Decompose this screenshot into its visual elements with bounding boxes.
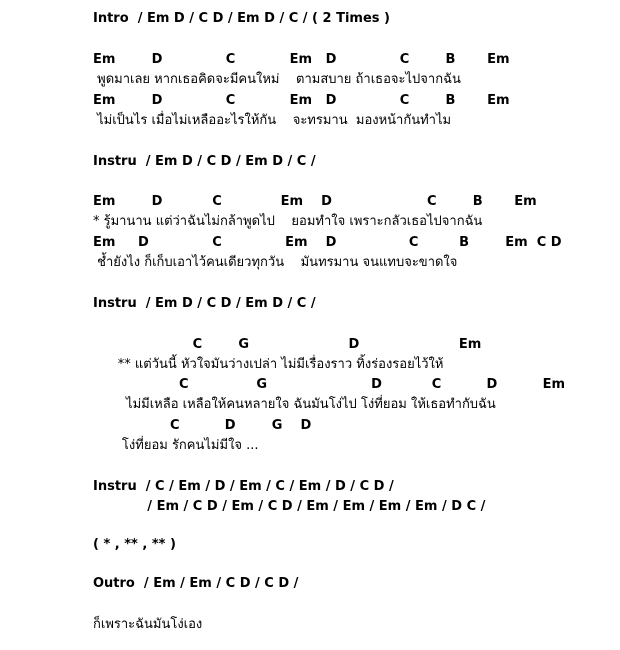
chord-line-3: Em D C Em D C B Em — [93, 194, 537, 209]
chord-line-1: Em D C Em D C B Em — [93, 52, 510, 67]
lyric-line-2: ไม่เป็นไร เมื่อไม่เหลืออะไรให้กัน จะทรมาน มองหน้ากันทำไม — [93, 113, 452, 128]
chord-line-2: Em D C Em D C B Em — [93, 93, 510, 108]
instru-line-2: Instru / Em D / C D / Em D / C / — [93, 296, 316, 311]
lyric-line-1: พูดมาเลย หากเธอคิดจะมีคนใหม่ ตามสบาย ถ้าเธอจะไปจากฉัน — [93, 72, 461, 87]
chord-line-7: C D G D — [93, 418, 312, 433]
lyric-line-7: โง่ที่ยอม รักคนไม่มีใจ ... — [93, 438, 259, 453]
outro-line: Outro / Em / Em / C D / C D / — [93, 576, 299, 591]
instru-line-3-continued: / Em / C D / Em / C D / Em / Em / Em / Em / D C / — [93, 499, 486, 514]
instru-line-3: Instru / C / Em / D / Em / C / Em / D / C D / — [93, 479, 394, 494]
instru-line-1: Instru / Em D / C D / Em D / C / — [93, 154, 316, 169]
lyric-line-5: ** แต่วันนี้ หัวใจมันว่างเปล่า ไม่มีเรื่องราว ทิ้งร่องรอยไว้ให้ — [93, 357, 444, 372]
lyric-line-3: * รู้มานาน แต่ว่าฉันไม่กล้าพูดไป ยอมทำใจ เพราะกลัวเธอไปจากฉัน — [93, 214, 483, 229]
lyric-line-4: ช้ำยังไง ก็เก็บเอาไว้คนเดียวทุกวัน มันทรมาน จนแทบจะขาดใจ — [93, 255, 458, 270]
chord-line-5: C G D Em — [93, 337, 482, 352]
repeat-marker: ( * , ** , ** ) — [93, 537, 176, 552]
chord-line-4: Em D C Em D C B Em C D — [93, 235, 562, 250]
final-lyric: ก็เพราะฉันมันโง่เอง — [93, 617, 203, 632]
chord-line-6: C G D C D Em — [93, 377, 566, 392]
intro-line: Intro / Em D / C D / Em D / C / ( 2 Times ) — [93, 11, 390, 26]
lyric-line-6: ไม่มีเหลือ เหลือให้คนหลายใจ ฉันมันโง่ไป โง่ที่ยอม ให้เธอทำกับฉัน — [93, 397, 496, 412]
